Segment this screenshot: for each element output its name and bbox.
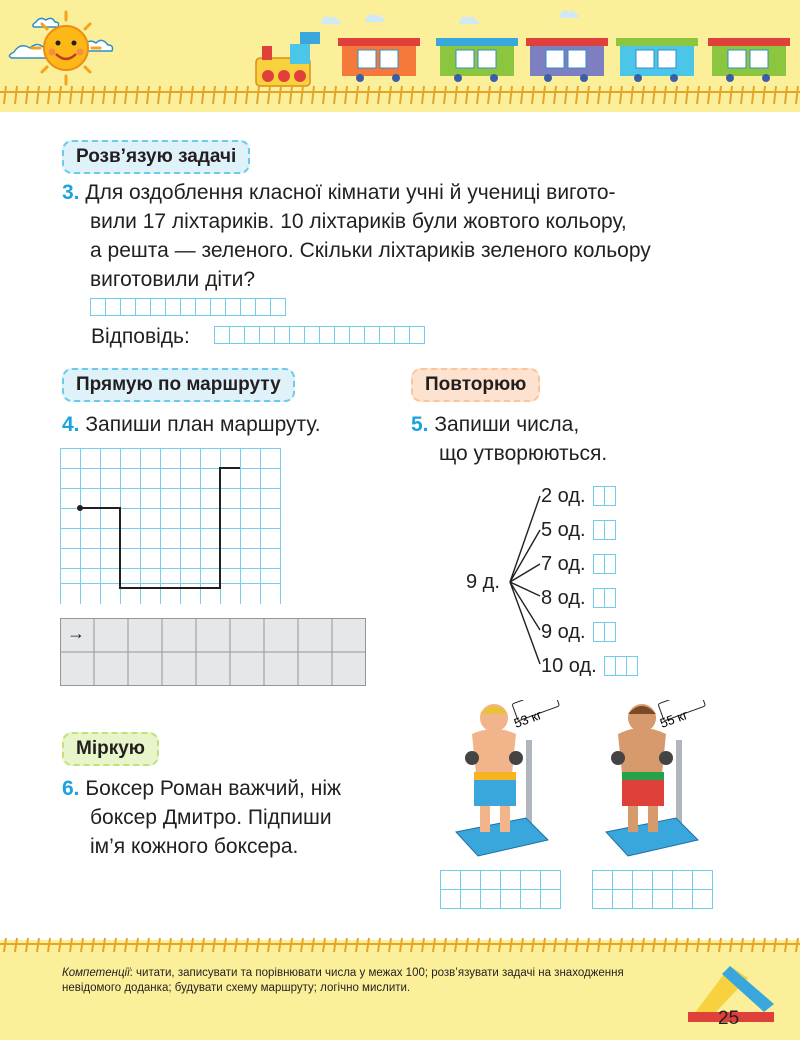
task-text-line: Для оздоблення класної кімнати учні й учениці вигото- <box>85 181 616 204</box>
wagon-icon <box>708 38 790 82</box>
route-start-dot <box>77 505 83 511</box>
task-text-line: Запиши числа, <box>434 413 580 436</box>
answer-cells[interactable] <box>594 588 616 608</box>
scale-label: 53 кг <box>511 706 544 731</box>
branch-item <box>541 553 616 575</box>
page-number: 25 <box>718 1008 740 1029</box>
branch-label: 9 од. <box>541 621 586 643</box>
footer-text: : читати, записувати та порівнювати числа у межах 100; розв’язувати задачі на знаходження невідомого доданка; будувати схему маршруту; логічно мислити. <box>62 967 624 994</box>
branch-item <box>541 655 638 677</box>
task-text: Запиши план маршруту. <box>85 413 321 436</box>
section-title-repeat: Повторюю <box>411 368 540 402</box>
route-grid <box>60 448 282 604</box>
footer-fence <box>0 934 800 954</box>
locomotive-icon <box>256 32 320 86</box>
branch-label: 2 од. <box>541 485 586 507</box>
branch-item <box>541 621 616 643</box>
task-text-line: що утворюються. <box>439 442 608 465</box>
branch-label: 10 од. <box>541 655 597 677</box>
task-6 <box>62 774 341 861</box>
answer-cells[interactable] <box>594 554 616 574</box>
answer-cells[interactable] <box>605 656 638 676</box>
task-5 <box>411 410 607 468</box>
task-number: 4. <box>62 413 80 436</box>
answer-cells[interactable] <box>215 326 425 344</box>
task-text-line: ім’я кожного боксера. <box>90 835 299 858</box>
scale-label: 55 кг <box>657 706 690 731</box>
task-text-line: боксер Дмитро. Підпиши <box>90 806 332 829</box>
task-4 <box>62 410 321 439</box>
solution-cells[interactable] <box>91 298 286 316</box>
branch-label: 5 од. <box>541 519 586 541</box>
task-number: 6. <box>62 777 80 800</box>
task-text-line: а решта — зеленого. Скільки ліхтариків зеленого кольору <box>90 239 651 262</box>
name-cells-left[interactable] <box>440 870 564 910</box>
wagon-icon <box>338 38 420 82</box>
wagon-icon <box>616 38 698 82</box>
answer-cells[interactable] <box>594 520 616 540</box>
branch-item <box>541 519 616 541</box>
branch-label: 8 од. <box>541 587 586 609</box>
task-text-line: виготовили діти? <box>90 268 256 291</box>
branch-label: 7 од. <box>541 553 586 575</box>
name-cells-right[interactable] <box>592 870 716 910</box>
route-plan-table[interactable] <box>60 618 366 686</box>
task-text-line: Боксер Роман важчий, ніж <box>85 777 342 800</box>
task-number: 5. <box>411 413 429 436</box>
section-title-solve: Розв’язую задачі <box>62 140 250 174</box>
footer-competencies <box>62 966 662 996</box>
section-title-think: Міркую <box>62 732 159 766</box>
boxers-illustration <box>436 700 736 870</box>
header-decoration <box>0 0 800 112</box>
wagon-icon <box>436 38 518 82</box>
task-3 <box>62 178 752 294</box>
task-number: 3. <box>62 181 80 204</box>
branch-item <box>541 485 616 507</box>
task-text-line: вили 17 ліхтариків. 10 ліхтариків були жовтого кольору, <box>90 210 627 233</box>
footer-label: Компетенції <box>62 967 130 979</box>
answer-cells[interactable] <box>594 622 616 642</box>
answer-label: Відповідь: <box>91 325 190 348</box>
tree-root: 9 д. <box>466 571 500 593</box>
section-title-route: Прямую по маршруту <box>62 368 295 402</box>
answer-cells[interactable] <box>594 486 616 506</box>
branch-item <box>541 587 616 609</box>
right-arrow-icon: → <box>67 623 85 643</box>
wagon-icon <box>526 38 608 82</box>
